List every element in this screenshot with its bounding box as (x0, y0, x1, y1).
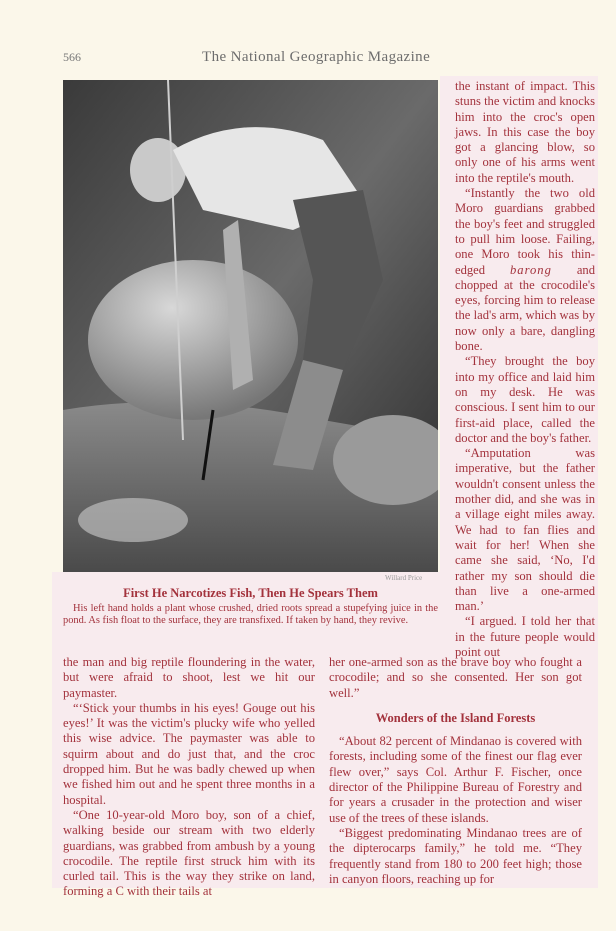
paragraph: “Amputation was imperative, but the father wouldn't consent unless the mother did, and she was in a village eight miles away. We had to fan flies and wait for her! When she came she said, ‘No, I'd rather my son should die than live a one-armed man.’ (455, 446, 595, 614)
paragraph: the instant of impact. This stuns the victim and knocks him into the croc's open jaws. In this case the boy got a glancing blow, so only one of his arms went into the reptile's mouth. (455, 79, 595, 185)
paragraph: “I argued. I told her that in the future people would point out (455, 614, 595, 659)
paragraph: her one-armed son as the brave boy who fought a crocodile; and so she consented. Her son got well.” (329, 655, 582, 700)
italic-term: barong (509, 262, 552, 277)
section-subheading: Wonders of the Island Forests (375, 710, 536, 725)
photo-credit: Willard Price (385, 574, 423, 582)
paragraph: “They brought the boy into my office and laid him on my desk. He was conscious. I sent him to our first-aid place, called the doctor and the boy's father. (455, 354, 595, 445)
lower-right-column (329, 655, 582, 887)
right-column (455, 79, 595, 660)
reflection (78, 498, 188, 542)
lower-left-column (63, 655, 315, 900)
paragraph (455, 186, 595, 354)
rock (88, 260, 298, 420)
paragraph: “One 10-year-old Moro boy, son of a chief, walking beside our stream with two elderly guardians, was grabbed from ambush by a young crocodile. The reptile first struck him with its curled tail. This is the way they strike on land, forming a C with their tails at (63, 807, 315, 899)
photograph (63, 80, 438, 572)
paragraph: “About 82 percent of Mindanao is covered with forests, including some of the finest our flag ever flew over,” says Col. Arthur F. Fischer, once director of the Philippine Bureau of Forestry and for years a crusader in the protection and wiser use of the trees of these islands. (329, 734, 582, 825)
paragraph: “Biggest predominating Mindanao trees are of the dipterocarps family,” he told me. “They frequently stand from 180 to 200 feet high; those in canyon floors, reaching up for (329, 825, 582, 886)
text: and chopped at the crocodile's eyes, forcing him to release the lad's arm, which was by now only a bare, dangling bone. (455, 262, 595, 354)
caption-body: His left hand holds a plant whose crushed, dried roots spread a stupefying juice in the pond. As fish float to the surface, they are transfixed. If taken by hand, they revive. (63, 603, 438, 627)
page-number: 566 (63, 50, 81, 64)
running-header: The National Geographic Magazine (202, 49, 431, 65)
paragraph: the man and big reptile floundering in the water, but were afraid to shoot, lest we hit our paymaster. (63, 655, 315, 700)
paragraph: “‘Stick your thumbs in his eyes! Gouge out his eyes!’ It was the victim's plucky wife who yelled this wise advice. The paymaster was able to squirm about and do just that, and the croc dropped him. But he was badly chewed up when we fished him out and he spent three months in a hospital. (63, 700, 315, 807)
text: “Instantly the two old Moro guardians grabbed the boy's feet and struggled to pull him loose. Failing, one Moro took his thin-edged (455, 186, 595, 277)
caption-title: First He Narcotizes Fish, Then He Spears Them (123, 586, 378, 600)
